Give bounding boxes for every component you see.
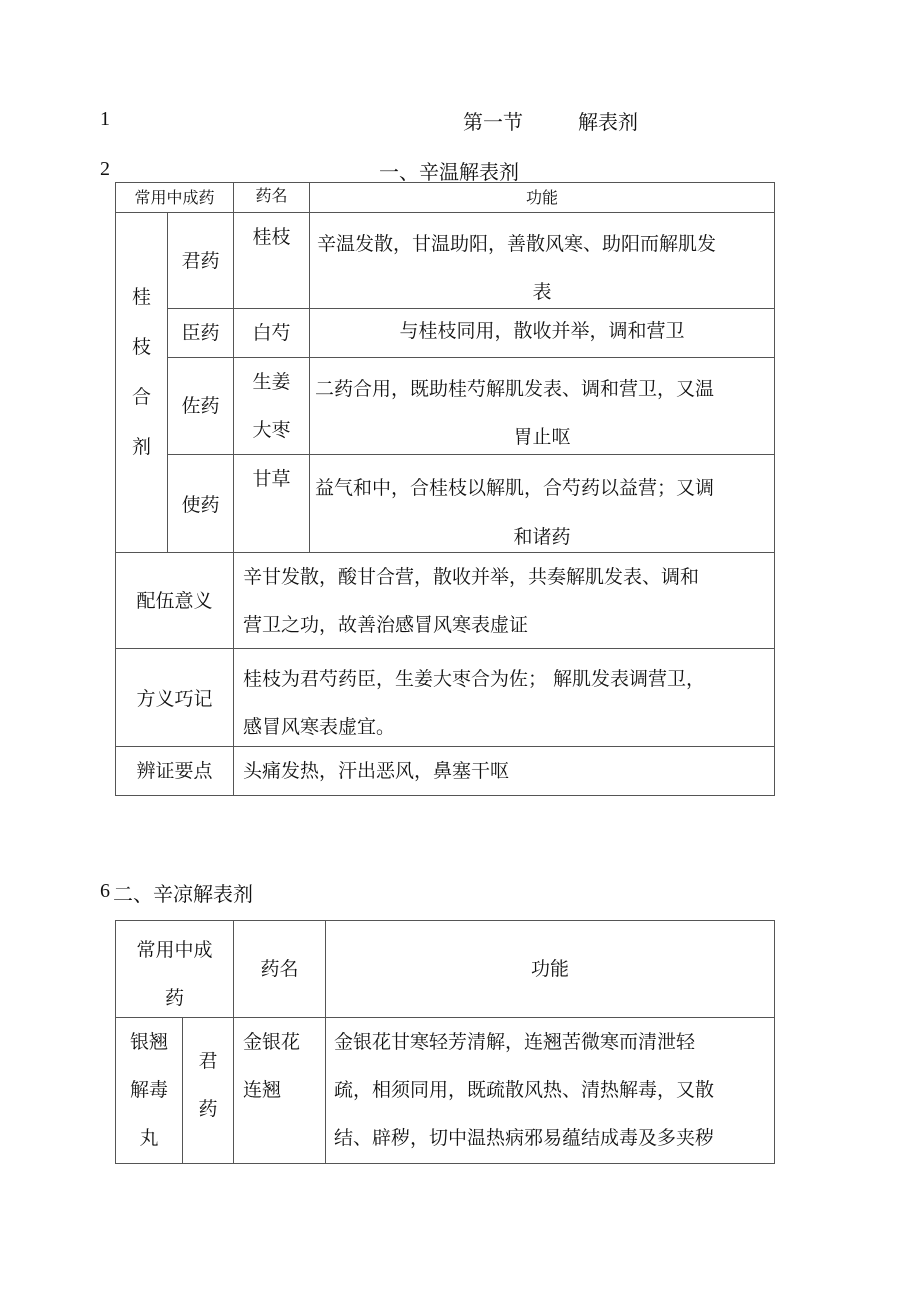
header-name: 药名: [260, 958, 299, 980]
role-label: 使药: [181, 494, 220, 516]
header-function: 功能: [530, 958, 569, 980]
function-line: 结、辟秽，切中温热病邪易蕴结成毒及多夹秽: [334, 1127, 715, 1149]
function-line: 益气和中，合桂枝以解肌，合芍药以益营；又调: [315, 477, 715, 499]
function-line: 胃止呕: [513, 426, 571, 448]
drug-name-char: 合: [132, 386, 152, 408]
role-char: 君: [198, 1050, 218, 1072]
header-name: 药名: [255, 186, 288, 205]
section-title-part-1: 第一节: [463, 110, 523, 134]
function-line: 与桂枝同用，散收并举，调和营卫: [399, 320, 685, 342]
table-header-cell: [233, 920, 326, 1018]
role-cell: [167, 454, 234, 553]
role-cell: [167, 357, 234, 455]
function-line: 疏，相须同用，既疏散风热、清热解毒，又散: [334, 1079, 715, 1101]
function-line: 辛温发散，甘温助阳，善散风寒、助阳而解肌发: [317, 233, 717, 255]
extra-label: 方义巧记: [136, 688, 213, 710]
herb-cell: [233, 1017, 326, 1164]
herb-name: 金银花: [243, 1031, 301, 1053]
table-header-cell: [233, 182, 310, 213]
drug-name-line: 解毒: [129, 1079, 168, 1101]
line-number: 2: [100, 158, 110, 180]
herb-cell: [233, 454, 310, 553]
drug-name-line: 丸: [139, 1127, 159, 1149]
table-header-cell: [309, 182, 775, 213]
function-line: 和诸药: [513, 526, 571, 548]
drug-name-char: 桂: [132, 286, 152, 308]
herb-cell: [233, 308, 310, 358]
role-label: 君药: [181, 250, 220, 272]
function-cell: [309, 212, 775, 309]
role-cell: [167, 308, 234, 358]
herb-name: 桂枝: [252, 226, 291, 248]
header-drug: 常用中成: [136, 939, 213, 961]
role-label: 臣药: [181, 322, 220, 344]
drug-name-cell: [115, 212, 168, 553]
drug-name-line: 银翘: [129, 1031, 168, 1053]
function-cell: [325, 1017, 775, 1164]
function-line: 金银花甘寒轻芳清解，连翘苦微寒而清泄轻: [334, 1031, 696, 1053]
extra-label: 配伍意义: [136, 590, 213, 612]
herb-name: 甘草: [252, 468, 291, 490]
role-label: 佐药: [181, 395, 220, 417]
table-header-cell: [115, 920, 234, 1018]
extra-label-cell: [115, 746, 234, 796]
herb-name: 生姜: [252, 371, 291, 393]
header-drug: 常用中成药: [134, 188, 215, 207]
herb-name: 白芍: [252, 322, 291, 344]
function-line: 二药合用，既助桂芍解肌发表、调和营卫，又温: [315, 378, 715, 400]
function-cell: [309, 308, 775, 358]
herb-cell: [233, 357, 310, 455]
role-cell: [182, 1017, 234, 1164]
extra-content-cell: [233, 746, 775, 796]
role-char: 药: [198, 1098, 218, 1120]
table-header-cell: [325, 920, 775, 1018]
table-header-cell: [115, 182, 234, 213]
extra-label-cell: [115, 552, 234, 649]
herb-name: 大枣: [252, 419, 291, 441]
extra-line: 头痛发热，汗出恶风，鼻塞干呕: [243, 760, 510, 782]
extra-line: 营卫之功，故善治感冒风寒表虚证: [243, 614, 529, 636]
subsection-title-1: 一、辛温解表剂: [379, 160, 519, 184]
extra-line: 桂枝为君芍药臣，生姜大枣合为佐； 解肌发表调营卫，: [243, 668, 706, 690]
extra-line: 辛甘发散，酸甘合营，散收并举，共奏解肌发表、调和: [243, 566, 700, 588]
function-cell: [309, 357, 775, 455]
header-function: 功能: [525, 188, 558, 207]
drug-name-char: 剂: [132, 436, 152, 458]
line-number: 6: [100, 880, 110, 902]
section-title-part-2: 解表剂: [578, 110, 638, 134]
extra-line: 感冒风寒表虚宜。: [243, 716, 396, 738]
extra-content-cell: [233, 552, 775, 649]
role-cell: [167, 212, 234, 309]
header-drug: 药: [165, 987, 185, 1009]
extra-label: 辨证要点: [136, 760, 213, 782]
subsection-title-2: 二、辛凉解表剂: [113, 882, 253, 906]
function-cell: [309, 454, 775, 553]
drug-name-char: 枝: [132, 336, 152, 358]
drug-name-cell: [115, 1017, 183, 1164]
extra-label-cell: [115, 648, 234, 747]
extra-content-cell: [233, 648, 775, 747]
herb-name: 连翘: [243, 1079, 282, 1101]
herb-cell: [233, 212, 310, 309]
line-number: 1: [100, 108, 110, 130]
function-line: 表: [532, 281, 552, 303]
